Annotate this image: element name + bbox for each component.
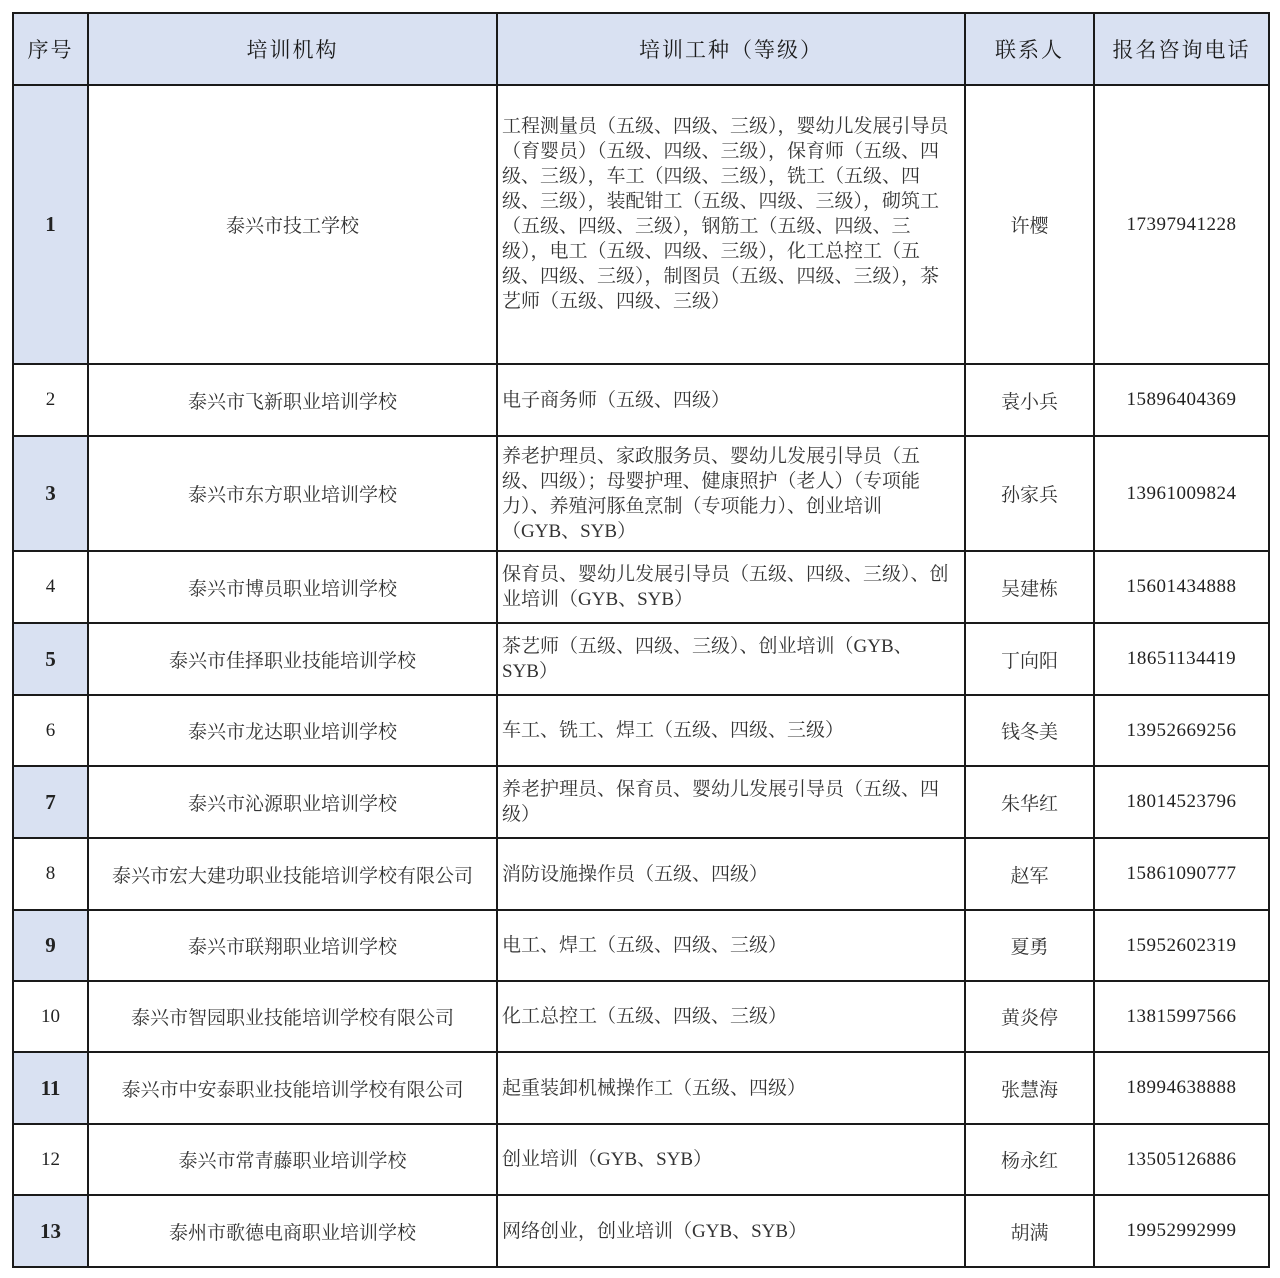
training-type: 电工、焊工（五级、四级、三级） — [497, 910, 965, 981]
row-index: 7 — [13, 766, 88, 838]
organization-name: 泰兴市中安泰职业技能培训学校有限公司 — [88, 1052, 497, 1124]
organization-name: 泰兴市技工学校 — [88, 85, 497, 364]
row-index: 5 — [13, 623, 88, 695]
organization-name: 泰兴市宏大建功职业技能培训学校有限公司 — [88, 838, 497, 910]
header-phone: 报名咨询电话 — [1094, 13, 1269, 85]
phone-number: 18651134419 — [1094, 623, 1269, 695]
table-row — [13, 981, 1269, 1052]
organization-name: 泰兴市常青藤职业培训学校 — [88, 1124, 497, 1195]
organization-name: 泰兴市佳择职业技能培训学校 — [88, 623, 497, 695]
phone-number: 13815997566 — [1094, 981, 1269, 1052]
phone-number: 15952602319 — [1094, 910, 1269, 981]
organization-name: 泰兴市龙达职业培训学校 — [88, 695, 497, 766]
contact-person: 黄炎停 — [965, 981, 1094, 1052]
row-index: 4 — [13, 551, 88, 623]
contact-person: 赵军 — [965, 838, 1094, 910]
contact-person: 钱冬美 — [965, 695, 1094, 766]
organization-name: 泰州市歌德电商职业培训学校 — [88, 1195, 497, 1267]
table-row — [13, 1052, 1269, 1124]
organization-name: 泰兴市东方职业培训学校 — [88, 436, 497, 551]
training-type: 消防设施操作员（五级、四级） — [497, 838, 965, 910]
contact-person: 孙家兵 — [965, 436, 1094, 551]
contact-person: 杨永红 — [965, 1124, 1094, 1195]
contact-person: 许樱 — [965, 85, 1094, 364]
contact-person: 胡满 — [965, 1195, 1094, 1267]
contact-person: 吴建栋 — [965, 551, 1094, 623]
training-type: 茶艺师（五级、四级、三级）、创业培训（GYB、SYB） — [497, 623, 965, 695]
organization-name: 泰兴市飞新职业培训学校 — [88, 364, 497, 436]
table-row — [13, 910, 1269, 981]
table-row — [13, 364, 1269, 436]
row-index: 1 — [13, 85, 88, 364]
organization-name: 泰兴市智园职业技能培训学校有限公司 — [88, 981, 497, 1052]
training-type: 电子商务师（五级、四级） — [497, 364, 965, 436]
phone-number: 13952669256 — [1094, 695, 1269, 766]
training-institutions-table — [12, 12, 1270, 1268]
table-row — [13, 436, 1269, 551]
organization-name: 泰兴市沁源职业培训学校 — [88, 766, 497, 838]
training-type: 工程测量员（五级、四级、三级），婴幼儿发展引导员（育婴员）（五级、四级、三级），保育师（五级、四级、三级），车工（四级、三级），铣工（五级、四级、三级），装配钳工（五级、四级、三级），砌筑工（五级、四级、三级），钢筋工（五级、四级、三级），电工（五级、四级、三级），化工总控工（五级、四级、三级），制图员（五级、四级、三级），茶艺师（五级、四级、三级） — [497, 85, 965, 364]
table-row — [13, 551, 1269, 623]
organization-name: 泰兴市联翔职业培训学校 — [88, 910, 497, 981]
contact-person: 袁小兵 — [965, 364, 1094, 436]
phone-number: 15861090777 — [1094, 838, 1269, 910]
training-type: 创业培训（GYB、SYB） — [497, 1124, 965, 1195]
row-index: 12 — [13, 1124, 88, 1195]
contact-person: 张慧海 — [965, 1052, 1094, 1124]
phone-number: 15601434888 — [1094, 551, 1269, 623]
row-index: 6 — [13, 695, 88, 766]
phone-number: 18994638888 — [1094, 1052, 1269, 1124]
table-row — [13, 1124, 1269, 1195]
phone-number: 18014523796 — [1094, 766, 1269, 838]
row-index: 3 — [13, 436, 88, 551]
training-type: 保育员、婴幼儿发展引导员（五级、四级、三级）、创业培训（GYB、SYB） — [497, 551, 965, 623]
training-type: 养老护理员、家政服务员、婴幼儿发展引导员（五级、四级）；母婴护理、健康照护（老人）（专项能力）、养殖河豚鱼烹制（专项能力）、创业培训（GYB、SYB） — [497, 436, 965, 551]
phone-number: 15896404369 — [1094, 364, 1269, 436]
training-institutions-table-container — [12, 12, 1270, 1268]
training-type: 车工、铣工、焊工（五级、四级、三级） — [497, 695, 965, 766]
organization-name: 泰兴市博员职业培训学校 — [88, 551, 497, 623]
phone-number: 19952992999 — [1094, 1195, 1269, 1267]
training-type: 网络创业，创业培训（GYB、SYB） — [497, 1195, 965, 1267]
header-row — [13, 13, 1269, 85]
table-row — [13, 838, 1269, 910]
training-type: 养老护理员、保育员、婴幼儿发展引导员（五级、四级） — [497, 766, 965, 838]
header-training-type: 培训工种（等级） — [497, 13, 965, 85]
phone-number: 17397941228 — [1094, 85, 1269, 364]
row-index: 2 — [13, 364, 88, 436]
header-organization: 培训机构 — [88, 13, 497, 85]
contact-person: 夏勇 — [965, 910, 1094, 981]
row-index: 11 — [13, 1052, 88, 1124]
row-index: 13 — [13, 1195, 88, 1267]
contact-person: 朱华红 — [965, 766, 1094, 838]
row-index: 9 — [13, 910, 88, 981]
training-type: 起重装卸机械操作工（五级、四级） — [497, 1052, 965, 1124]
table-row — [13, 85, 1269, 364]
phone-number: 13505126886 — [1094, 1124, 1269, 1195]
header-contact: 联系人 — [965, 13, 1094, 85]
phone-number: 13961009824 — [1094, 436, 1269, 551]
contact-person: 丁向阳 — [965, 623, 1094, 695]
training-type: 化工总控工（五级、四级、三级） — [497, 981, 965, 1052]
header-index: 序号 — [13, 13, 88, 85]
table-row — [13, 766, 1269, 838]
table-row — [13, 1195, 1269, 1267]
row-index: 8 — [13, 838, 88, 910]
table-row — [13, 623, 1269, 695]
row-index: 10 — [13, 981, 88, 1052]
table-row — [13, 695, 1269, 766]
